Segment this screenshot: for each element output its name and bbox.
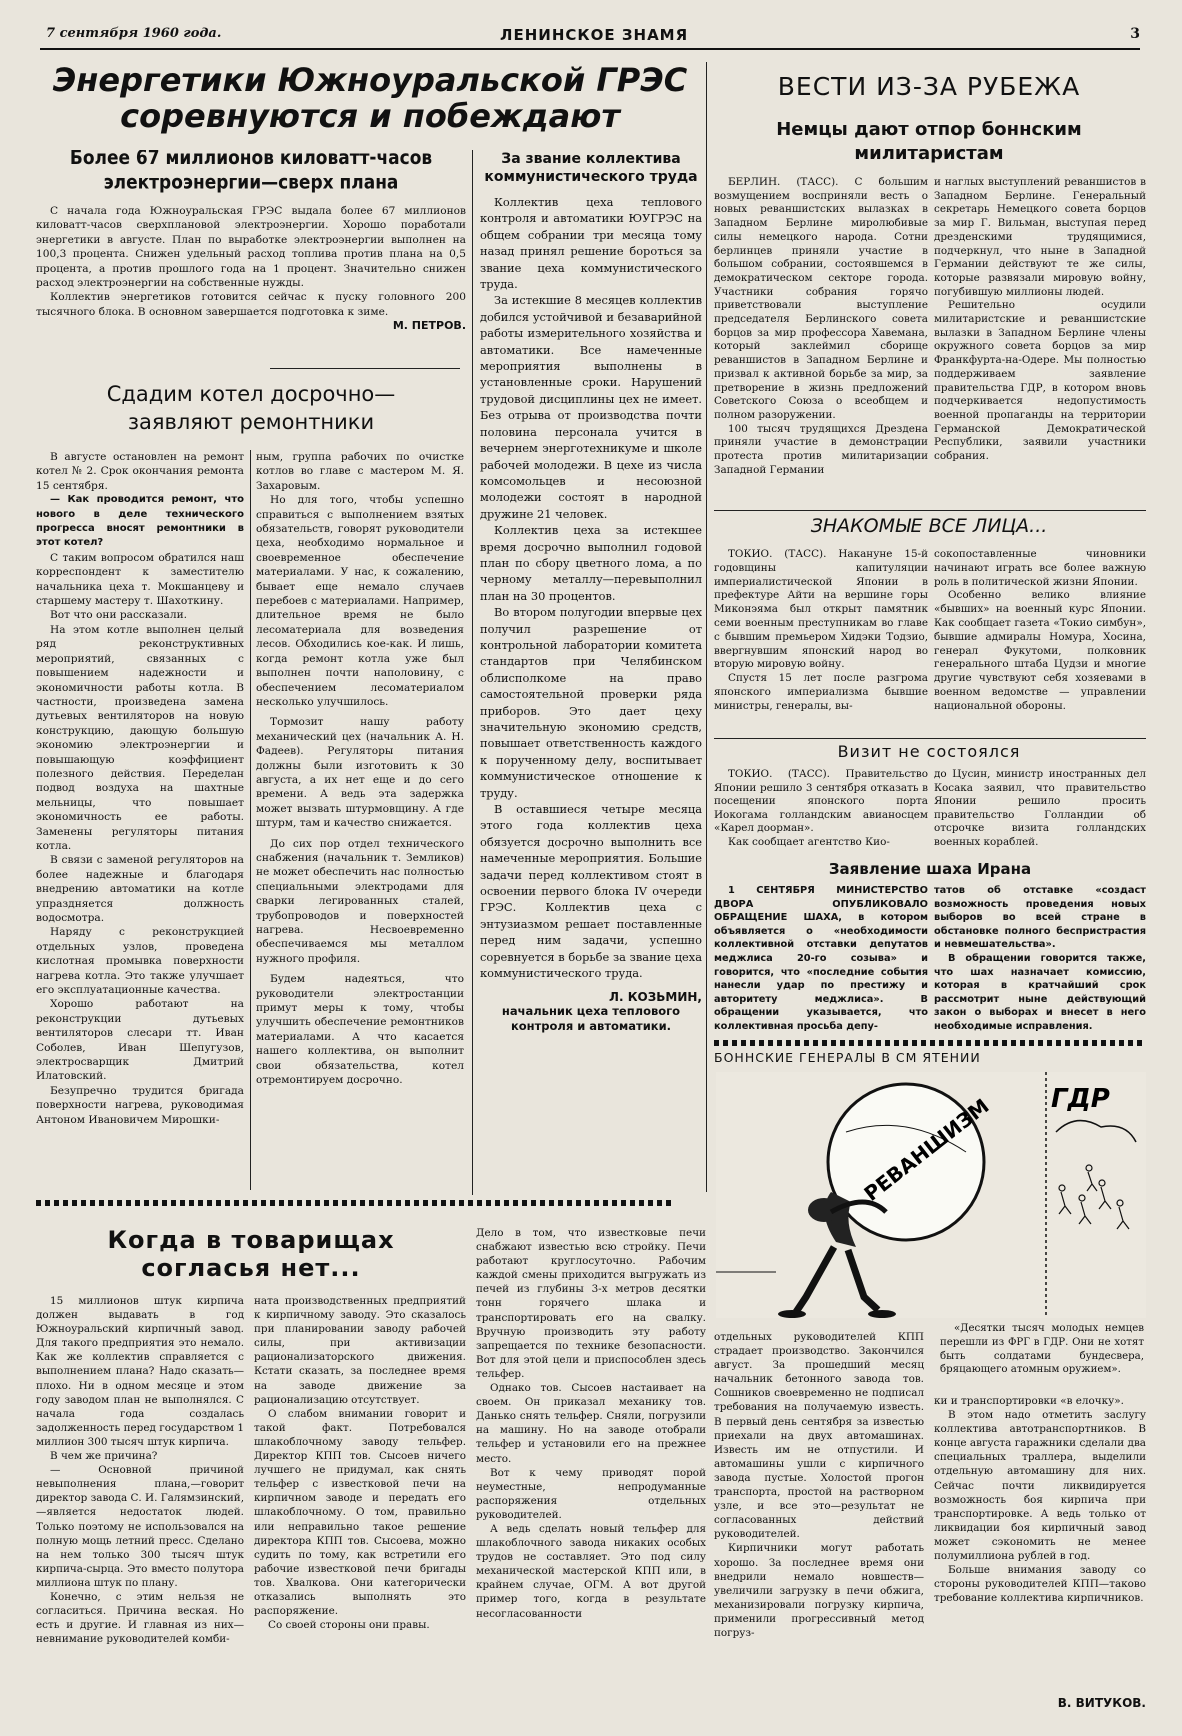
article-brick-column-3	[476, 1226, 706, 1712]
article-repair-para: В связи с заменой регуляторов на более надежные и благодаря внедрению автоматики на котле упраздняется должность водосмотра.	[36, 854, 244, 924]
shah-para: 1 СЕНТЯБРЯ МИНИСТЕРСТВО ДВОРА ОПУБЛИКОВАЛО ОБРАЩЕНИЕ ШАХА, в котором объявляется о «необходимости коллективной отставки депутатов меджлиса 20-го созыва» и говорится, что «последние события нанесли удар по престижу и авторитету меджлиса». В обращении указывается, что коллективная просьба депу-	[714, 885, 928, 1032]
article-brick-para: А ведь сделать новый тельфер для шлакоблочного завода никаких особых трудов не составляет. Это под силу механической мастерской КПП или, в крайнем случае, ОГМ. А вот другой пример того, когда в результате несогласованности	[476, 1522, 706, 1620]
article-repair-para: Тормозит нашу работу механический цех (начальник А. Н. Фадеев). Регуляторы питания должны были изготовить к 30 августа, а их нет еще и до сего времени. А ведь эта задержка может вызвать штурмовщину. А где штурм, там и качество снижается.	[256, 716, 464, 830]
article-brick-para: Вот к чему приводят порой неуместные, непродуманные распоряжения отдельных руководителей.	[476, 1466, 706, 1521]
article-brick-signature: В. ВИТУКОВ.	[1057, 1696, 1146, 1710]
familiar-faces-para: Особенно велико влияние «бывших» на военный курс Японии. Как сообщает газета «Токио симбун», бывшие адмиралы Номура, Хосина, генерал Фукутоми, полковник генерального штаба Цудзи и многие другие чувствуют себя хозяевами в военном ведомстве — управлении национальной обороны.	[934, 589, 1146, 712]
main-headline-line2: соревнуются и побеждают	[120, 97, 620, 135]
article-communist-labor-para: Коллектив цеха за истекшее время досрочно выполнил годовой план по сбору цветного лома, а по черному металлу—перевыполнил план на 30 процентов.	[480, 523, 702, 603]
main-headline-line1: Энергетики Южноуральской ГРЭС	[52, 62, 688, 99]
article-repair-para: Вот что они рассказали.	[50, 609, 188, 622]
article-brick-column-5	[934, 1394, 1146, 1694]
article-repair-headline-1: Сдадим котел досрочно—	[106, 382, 396, 406]
article-communist-labor-para: В оставшиеся четыре месяца этого года коллектив цеха обязуется досрочно выполнить все намеченные мероприятия. Большие задачи перед коллективом стоят в освоении первого блока IV очереди ГРЭС. Коллектив цеха с энтузиазмом решает поставленные перед ним задачи, успешно соревнуется в борьбе за звание цеха коммунистического труда.	[480, 802, 702, 981]
familiar-faces-para: сокопоставленные чиновники начинают играть все более важную роль в политической жизни Японии.	[934, 548, 1146, 588]
article-brick-para: Дело в том, что известковые печи снабжают известью всю стройку. Печи работают круглосуточно. Рабочим каждой смены приходится выгружать из печей из глубины 3-х метров десятки тонн горячего шлака и транспортировать его на свалку. Вручную производить эту работу запрещается по технике безопасности. Вот для этой цели и приспособлен здесь тельфер.	[476, 1227, 706, 1380]
visit-cancelled-para: Как сообщает агентство Кио-	[728, 835, 890, 848]
article-electricity-headline-1: Более 67 миллионов киловатт-часов	[69, 150, 433, 170]
foreign-news-berlin-para: Решительно осудили милитаристские и реваншистские вылазки в Западном Берлине члены окружного совета борцов за мир Франкфурта-на-Одере. Мы полностью поддерживаем заявление правительства ГДР, в котором вновь подчеркивается недопустимость военной пропаганды на территории Германской Демократической Республики, заявили участники собрания.	[934, 299, 1146, 463]
article-communist-labor-para: За истекшие 8 месяцев коллектив добился устойчивой и безаварийной работы измерительного хозяйства и автоматики. Все намеченные мероприятия выполнены в установленные сроки. Нарушений трудовой дисциплины цех не имеет. Без отрыва от производства почти половина персонала учится в вечернем энерготехникуме и школе рабочей молодежи. В цехе из числа комсомольцев и несоюзной молодежи состоят в народной дружине 21 человек.	[480, 293, 702, 521]
article-brick-column-4	[714, 1330, 924, 1712]
article-electricity-signature: М. ПЕТРОВ.	[392, 319, 466, 333]
article-brick-para: отдельных руководителей КПП страдает производство. Закончился август. За прошедший месяц начальник бетонного завода тов. Сошников своевременно не подписал требования на получаемую известь. В первый день сентября за известью приехали на двух автомашинах. Известь им не отпустили. И автомашины ушли с кирпичного завода пустые. Холостой прогон транспорта, простой на растворном узле, и все это—результат не согласованных действий руководителей.	[714, 1331, 924, 1541]
article-communist-labor-headline: За звание коллектива коммунистического труда	[484, 151, 698, 185]
cartoon-headline: БОННСКИЕ ГЕНЕРАЛЫ В СМ ЯТЕНИИ	[714, 1050, 981, 1065]
issue-date: 7 сентября 1960 года.	[46, 26, 222, 41]
shah-column-2	[934, 884, 1146, 1044]
foreign-news-berlin-para: и наглых выступлений реваншистов в Западном Берлине. Генеральный секретарь Немецкого совета борцов за мир Г. Вильман, выступая перед дрезденскими трудящимися, подчеркнул, что ныне в Западной Германии действуют те же силы, которые развязали мировую войну, погубившую миллионы людей.	[934, 176, 1146, 298]
article-brick-para: Больше внимания заводу со стороны руководителей КПП—таково требование коллектива кирпичников.	[934, 1564, 1146, 1605]
cartoon-ball-label: РЕВАНШИЗМ	[859, 1093, 994, 1206]
article-brick-para: 15 миллионов штук кирпича должен выдавать в год Южноуральский кирпичный завод. Для такого предприятия это немало. Как же коллектив справляется с выполнением плана? Надо сказать—плохо. Ни в одном месяце и этом году заводом план не выполнялся. С начала года создалась задолженность перед государством 1 миллион 300 тысяч штук кирпича.	[36, 1295, 244, 1448]
divider	[714, 510, 1146, 511]
familiar-faces-para: Спустя 15 лет после разгрома японского империализма бывшие министры, генералы, вы-	[714, 672, 928, 712]
article-repair-para: Наряду с реконструкцией отдельных узлов, проведена кислотная промывка поверхности нагрева котла. Это также улучшает его эксплуатационные качества.	[36, 926, 244, 997]
shah-column-1	[714, 884, 928, 1044]
visit-cancelled-para: до Цусин, министр иностранных дел Косака заявил, что правительство Японии решило просить правительство Голландии об отсрочке визита голландских военных кораблей.	[934, 768, 1146, 848]
main-headline	[40, 62, 700, 140]
article-repair-para: До сих пор отдел технического снабжения (начальник т. Земликов) не может обеспечить нас полностью специальными электродами для сварки легированных сталей, трубопроводов и поверхностей нагрева. Несвоевременно обеспечиваемся мы металлом нужного профиля.	[256, 837, 464, 965]
article-brick-para: В этом надо отметить заслугу коллектива автотранспортников. В конце августа гаражники сделали два специальных траллера, выделили отдельную автомашину для них. Сейчас почти ликвидируется возможность боя кирпича при транспортировке. А ведь только от ликвидации боя кирпичный завод может сэкономить не менее полумиллиона рублей в год.	[934, 1409, 1146, 1563]
article-brick-column-1	[36, 1294, 244, 1712]
article-repair-headline	[36, 380, 466, 444]
article-brick-para: Со своей стороны они правы.	[268, 1619, 430, 1632]
column-rule	[706, 62, 707, 1192]
article-brick-para: О слабом внимании говорит и такой факт. Потребовался шлакоблочному заводу тельфер. Директор КПП тов. Сысоев ничего лучшего не придумал, как снять тельфер с известковой печи на кирпичном заводе и передать его шлакоблочному. О том, правильно или неправильно такое решение директора КПП тов. Сысоева, можно судить по тому, как встретили его рабочие известковой печи бригады тов. Хвалкова. Они категорически отказались выполнять это распоряжение.	[254, 1407, 466, 1618]
visit-cancelled-headline: Визит не состоялся	[837, 742, 1021, 761]
divider	[714, 738, 1146, 739]
foreign-news-berlin-column-1	[714, 176, 928, 504]
foreign-news-berlin-para: БЕРЛИН. (ТАСС). С большим возмущением восприняли весть о новых реваншистских вылазках в Западном Берлине миролюбивые силы немецкого народа. Сотни берлинцев приняли участие в большом собрании, состоявшемся в демократическом секторе города. Участники собрания горячо приветствовали выступление председателя Берлинского совета борцов за мир профессора Хавемана, который заклеймил сборище реваншистов в Западном Берлине и призвал к активной борьбе за мир, за претворение в жизнь предложений Советского Союза о всеобщем и полном разоружении.	[714, 176, 928, 421]
cartoon-gdr-label: ГДР	[1051, 1084, 1110, 1114]
article-repair-para: В августе остановлен на ремонт котел № 2. Срок окончания ремонта 15 сентября.	[36, 451, 244, 492]
decorative-border	[714, 1040, 1146, 1046]
article-repair-column-1	[36, 450, 244, 1192]
article-brick-para: Кирпичники могут работать хорошо. За последнее время они внедрили немало новшеств—увеличили загрузку в печи обжига, механизировали погрузку кирпича, применили прогрессивный метод погруз-	[714, 1542, 924, 1639]
familiar-faces-column-2	[934, 548, 1146, 744]
shah-headline: Заявление шаха Ирана	[828, 860, 1032, 878]
article-communist-labor-author-title: начальник цеха теплового контроля и автоматики.	[501, 1003, 681, 1033]
page-number: 3	[1130, 26, 1140, 42]
article-brick-para: Конечно, с этим нельзя не согласиться. Причина веская. Но есть и другие. И главная из них—невнимание руководителей комби-	[36, 1590, 244, 1646]
article-repair-para: Хорошо работают на реконструкции дутьевых вентиляторов слесари тт. Иван Соболев, Иван Шепугузов, электросварщик Дмитрий Илатовский.	[36, 998, 244, 1083]
article-repair-para: Но для того, чтобы успешно справиться с выполнением взятых обязательств, говорят руководители цеха, необходимо нормальное и своевременное обеспечение материалами. У нас, к сожалению, бывает еще немало случаев перебоев с материалами. Например, длительное время не было лесоматериала для возведения лесов. Обходились кое-как. И лишь, когда ремонт котла уже был выполнен почти наполовину, с обеспечением лесоматериалом несколько улучшилось.	[256, 494, 464, 708]
article-brick-para: В чем же причина?	[50, 1450, 158, 1463]
shah-para: В обращении говорится также, что шах назначает комиссию, которая в кратчайший срок рассмотрит ныне действующий закон о выборах и внесет в него необходимые исправления.	[934, 952, 1146, 1032]
cartoon-illustration	[716, 1072, 1146, 1318]
article-repair-para: ным, группа рабочих по очистке котлов во главе с мастером М. Я. Захаровым.	[256, 451, 464, 492]
article-brick-headline	[36, 1226, 466, 1290]
article-repair-para: На этом котле выполнен целый ряд реконструктивных мероприятий, связанных с повышением надежности и экономичности работы котла. В частности, произведена замена дутьевых вентиляторов на новую конструкцию, дающую большую экономию электроэнергии и повышающую коэффициент полезного действия. Переделан подвод воздуха на шахтные мельницы, что повышает экономичность ее работы. Заменены регуляторы питания котла.	[36, 623, 244, 852]
article-repair-question: — Как проводится ремонт, что нового в деле технического прогресса вносят ремонтники в этот котел?	[36, 494, 244, 549]
article-communist-labor-signature: Л. КОЗЬМИН,	[609, 989, 702, 1004]
familiar-faces-headline: ЗНАКОМЫЕ ВСЕ ЛИЦА...	[810, 515, 1048, 537]
article-repair-para: С таким вопросом обратился наш корреспондент к заместителю начальника цеха т. Мокшанцеву и старшему мастеру т. Шахоткину.	[36, 551, 244, 608]
newspaper-name: ЛЕНИНСКОЕ ЗНАМЯ	[500, 26, 689, 44]
article-brick-column-2	[254, 1294, 466, 1712]
shah-para: татов об отставке «создаст возможность проведения новых выборов во всей стране в обстановке полного беспристрастия и невмешательства».	[934, 885, 1146, 951]
column-rule	[472, 150, 473, 1195]
decorative-border	[36, 1200, 672, 1206]
article-brick-headline-2: согласья нет...	[141, 1254, 361, 1282]
article-brick-para: ки и транспортировки «в елочку».	[934, 1395, 1124, 1407]
visit-cancelled-column-1	[714, 768, 928, 850]
article-electricity-headline-2: электроэнергии—сверх плана	[103, 171, 399, 194]
article-electricity-para: Коллектив энергетиков готовится сейчас к пуску головного 200 тысячного блока. В основном завершается подготовка к зиме.	[36, 291, 466, 318]
article-repair-para: Будем надеяться, что руководители электростанции примут меры к тому, чтобы улучшить обеспечение ремонтников материалами. А что касается нашего коллектива, он выполнит свои обязательства, котел отремонтируем досрочно.	[256, 973, 464, 1087]
column-rule	[250, 450, 251, 1190]
article-electricity-para: С начала года Южноуральская ГРЭС выдала более 67 миллионов киловатт-часов сверхплановой электроэнергии. Хорошо поработали энергетики в августе. План по выработке электроэнергии выполнен на 100,3 процента. Снижен удельный расход топлива против плана на 0,5 процента, а против прошлого года на 1 процент. Значительно снижен расход электроэнергии на собственные нужды.	[36, 205, 466, 290]
article-brick-para: Однако тов. Сысоев настаивает на своем. Он приказал механику тов. Данько снять тельфер. Сняли, погрузили на машину. Но на заводе отобрали тельфер и установили его на прежнее место.	[476, 1382, 706, 1465]
article-brick-headline-1: Когда в товарищах	[107, 1226, 395, 1254]
cartoon-caption: «Десятки тысяч молодых немцев перешли из ФРГ в ГДР. Они не хотят быть солдатами бундесвера, бряцающего атомным оружием».	[940, 1323, 1144, 1376]
familiar-faces-para: ТОКИО. (ТАСС). Накануне 15-й годовщины капитуляции империалистической Японии в префектуре Айти на вершине горы Миконэяма был открыт памятник семи военным преступникам во главе с бывшим премьером Хидэки Тодзио, ввергнувшим японский народ во вторую мировую войну.	[714, 548, 928, 671]
article-brick-para: ната производственных предприятий к кирпичному заводу. Это сказалось при планировании заводу рабочей силы, при активизации рационализаторского движения. Кстати сказать, за последнее время на заводе движение за рационализацию отсутствует.	[254, 1295, 466, 1406]
divider	[270, 368, 460, 369]
foreign-news-berlin-headline: Немцы дают отпор боннским милитаристам	[776, 119, 1082, 164]
article-electricity	[36, 150, 466, 365]
visit-cancelled-para: ТОКИО. (ТАСС). Правительство Японии решило 3 сентября отказать в посещении японского порта Иокогама голландским авианосцем «Карел доорман».	[714, 768, 928, 835]
article-communist-labor-para: Во втором полугодии впервые цех получил разрешение от контрольной лаборатории комитета стандартов при Челябинском облисполкоме на право самостоятельной проверки ряда приборов. Это дает цеху значительную экономию средств, повышает ответственность каждого к порученному делу, воспитывает коммунистическое отношение к труду.	[480, 605, 702, 800]
page-header	[40, 26, 1140, 50]
article-communist-labor	[480, 150, 702, 1195]
foreign-news-section-title: ВЕСТИ ИЗ-ЗА РУБЕЖА	[777, 72, 1081, 101]
article-repair-para: Безупречно трудится бригада поверхности нагрева, руководимая Антоном Ивановичем Мирошки-	[36, 1084, 244, 1126]
article-communist-labor-para: Коллектив цеха теплового контроля и автоматики ЮУГРЭС на общем собрании три месяца тому назад принял решение бороться за звание цеха коммунистического труда.	[480, 195, 702, 292]
foreign-news-berlin-column-2	[934, 176, 1146, 504]
familiar-faces-column-1	[714, 548, 928, 744]
visit-cancelled-column-2	[934, 768, 1146, 850]
article-brick-para: — Основной причиной невыполнения плана,—говорит директор завода С. И. Галямзинский,—является недостаток людей. Только поэтому не использовался на полную мощь летний пресс. Сделано на нем только 300 тысяч штук кирпича-сырца. Это вместо полутора миллиона штук по плану.	[36, 1464, 244, 1589]
foreign-news-berlin-para: 100 тысяч трудящихся Дрездена приняли участие в демонстрации протеста против милитаризации Западной Германии	[714, 422, 928, 476]
article-repair-headline-2: заявляют ремонтники	[127, 410, 375, 434]
cartoon-drawing	[716, 1072, 1146, 1318]
article-repair-column-2	[256, 450, 464, 1192]
